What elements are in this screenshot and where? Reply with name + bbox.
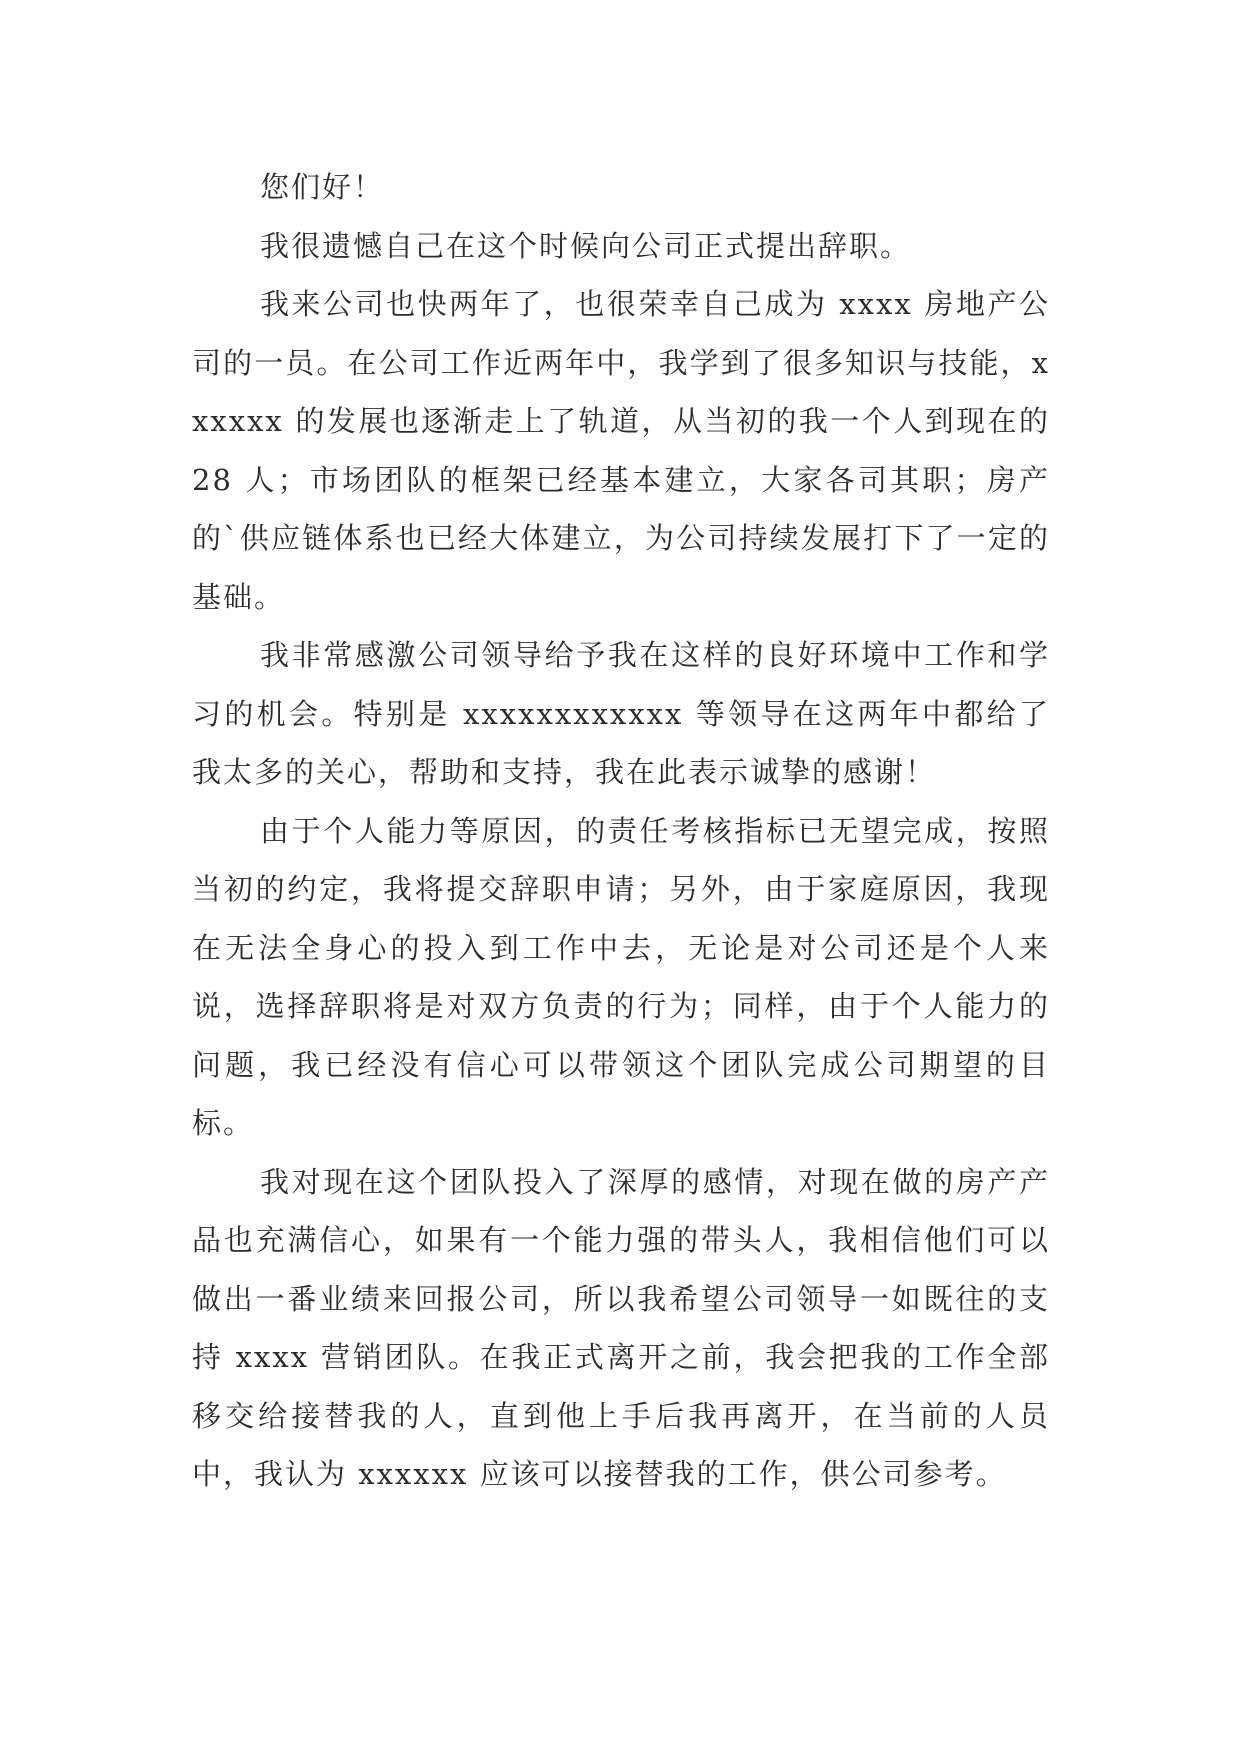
greeting-paragraph: 您们好！: [260, 170, 385, 204]
body-paragraph: 由于个人能力等原因，的责任考核指标已无望完成，按照当初的约定，我将提交辞职申请；另外，由于家庭原因，我现在无法全身心的投入到工作中去，无论是对公司还是个人来说，选择辞职将是对双方负责的行为；同样，由于个人能力的问题，我已经没有信心可以带领这个团队完成公司期望的目标。: [192, 813, 1050, 1140]
body-paragraph: 我来公司也快两年了，也很荣幸自己成为 xxxx 房地产公司的一员。在公司工作近两年中，我学到了很多知识与技能，xxxxxx 的发展也逐渐走上了轨道，从当初的我一个人到现在的 28 人；市场团队的框架已经基本建立，大家各司其职；房产的`供应链体系也已经大体建立，为公司持续发展打下了一定的基础。: [192, 287, 1050, 614]
letter-body: [192, 158, 1050, 1504]
body-paragraph: 我非常感激公司领导给予我在这样的良好环境中工作和学习的机会。特别是 xxxxxxxxxxxx 等领导在这两年中都给了我太多的关心，帮助和支持，我在此表示诚挚的感谢！: [192, 638, 1050, 789]
body-paragraph: 我很遗憾自己在这个时候向公司正式提出辞职。: [260, 228, 912, 263]
body-paragraph: 我对现在这个团队投入了深厚的感情，对现在做的房产产品也充满信心，如果有一个能力强的带头人，我相信他们可以做出一番业绩来回报公司，所以我希望公司领导一如既往的支持 xxxx 营销团队。在我正式离开之前，我会把我的工作全部移交给接替我的人，直到他上手后我再离开，在当前的人员中，我认为 xxxxxx 应该可以接替我的工作，供公司参考。: [192, 1164, 1050, 1491]
